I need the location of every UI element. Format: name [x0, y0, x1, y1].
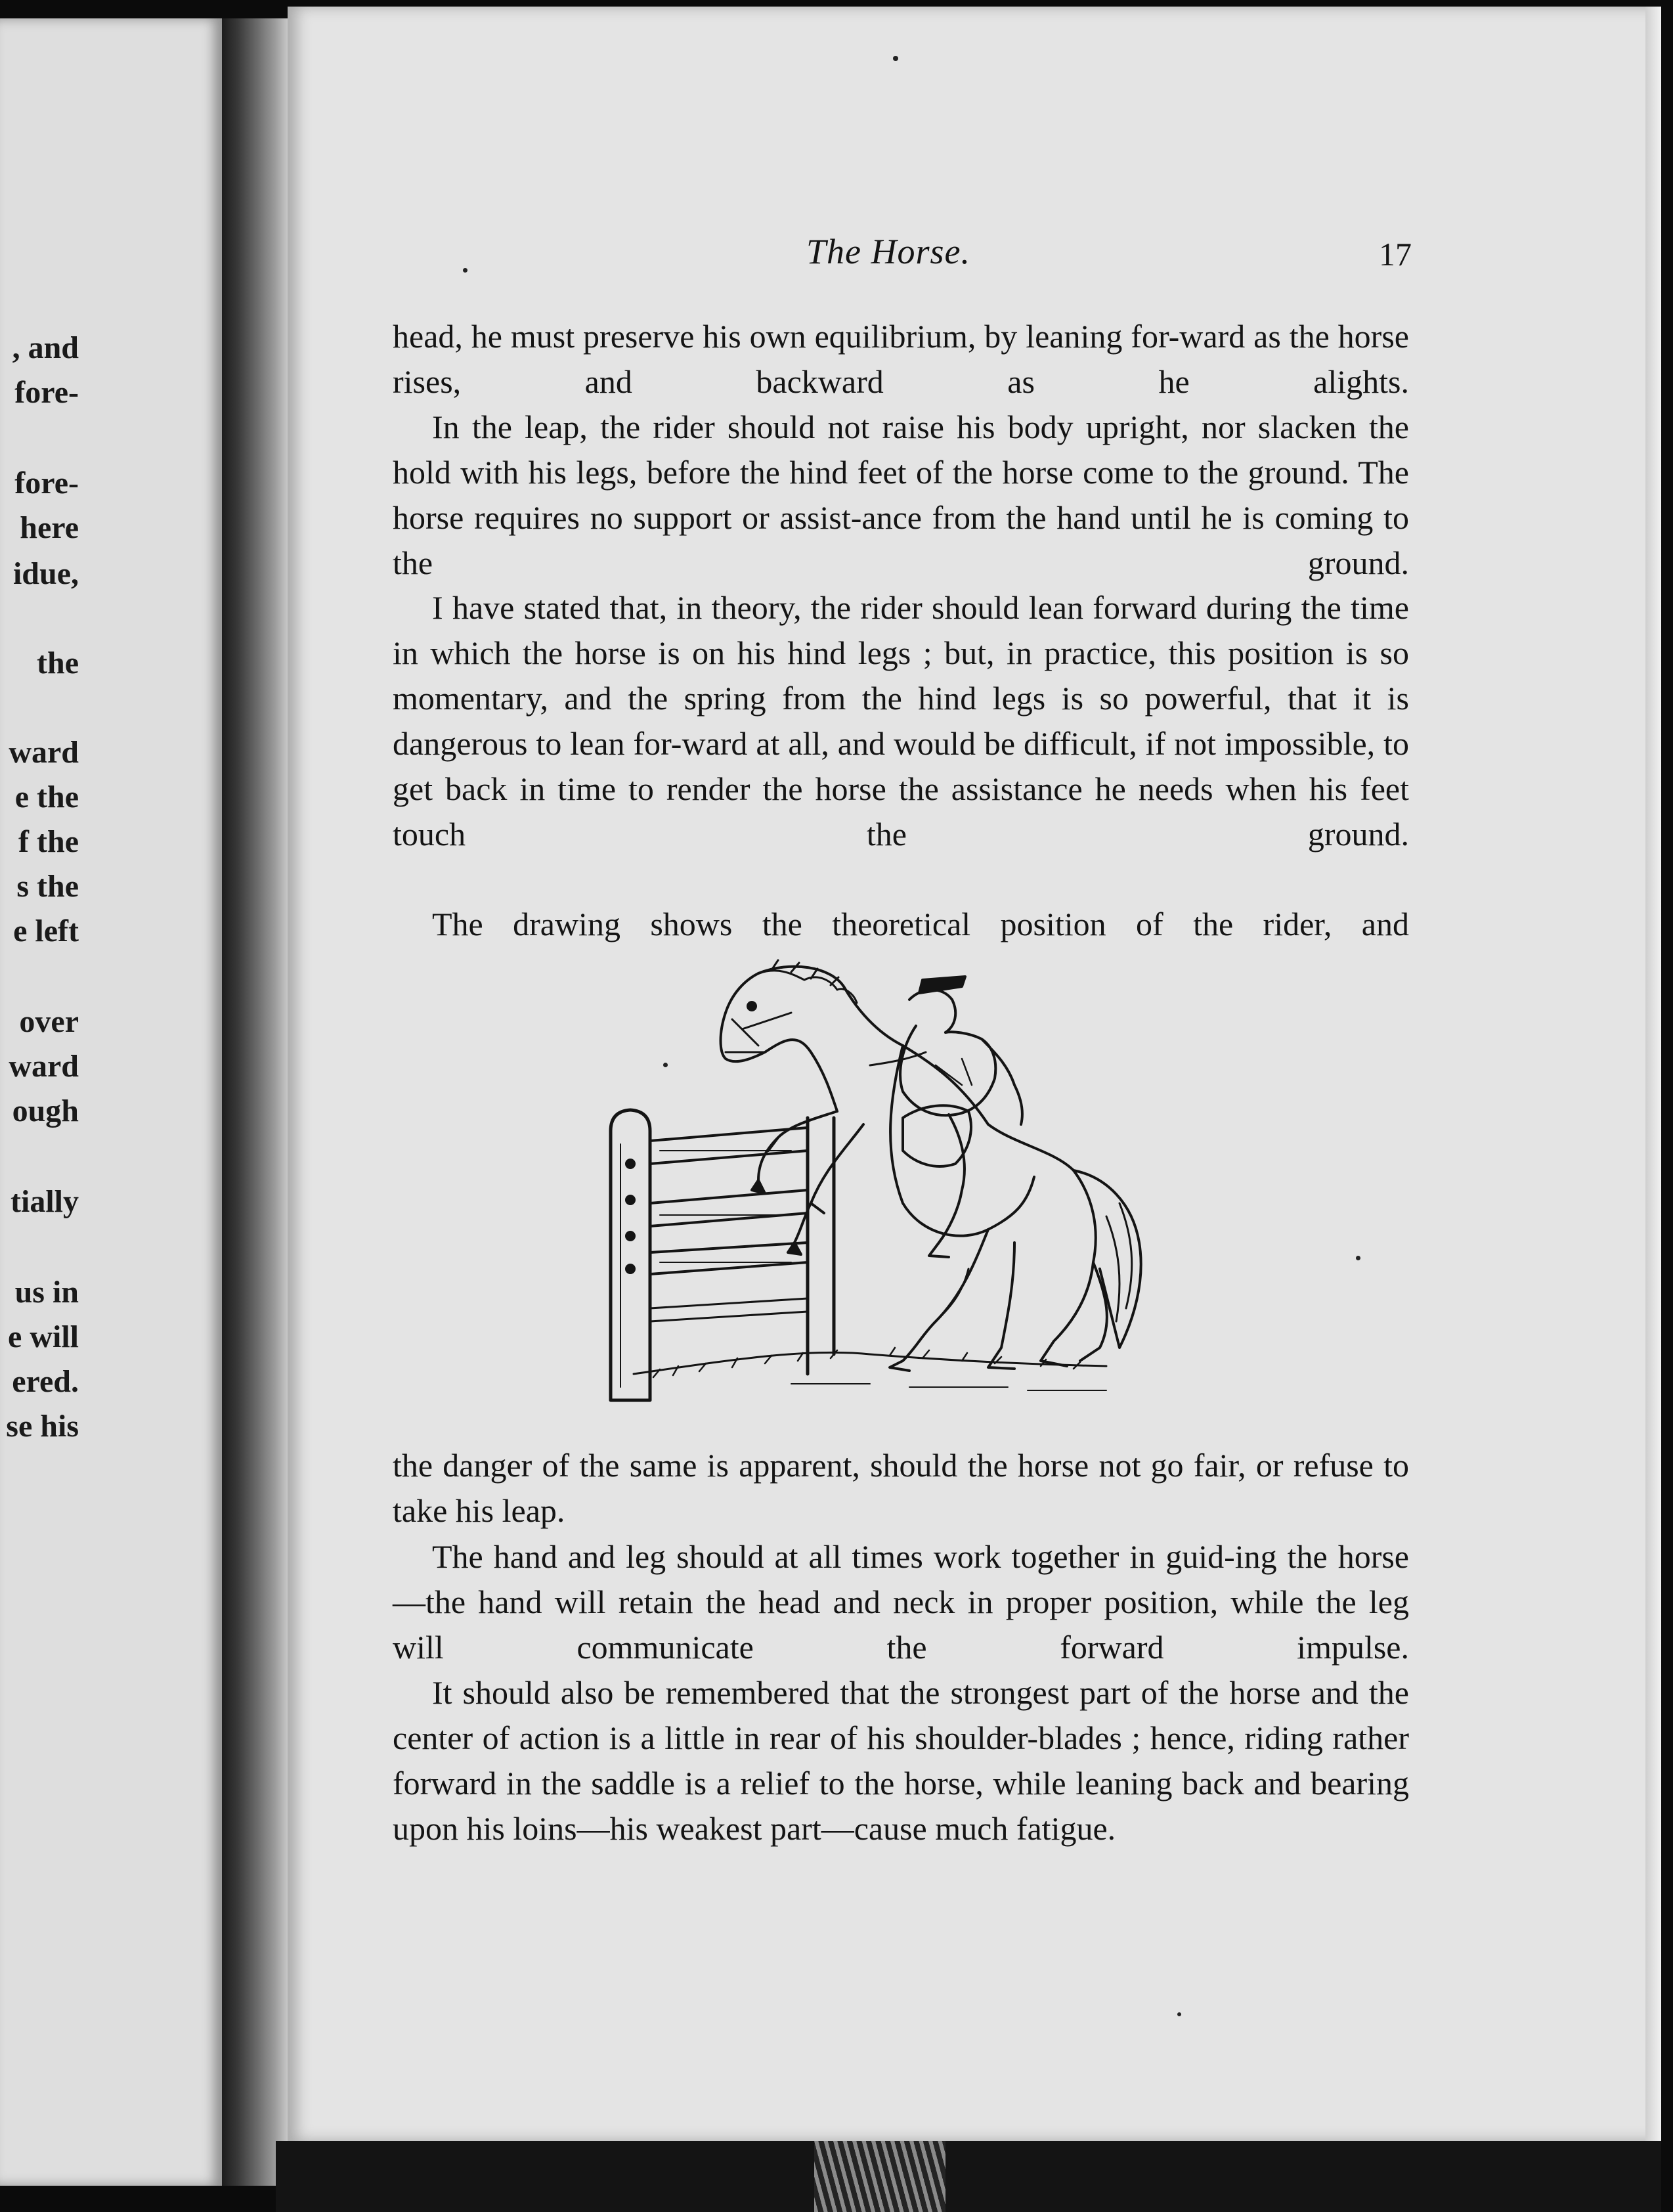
body-paragraph: The drawing shows the theoretical position of the rider, and: [432, 906, 1409, 942]
left-page-fragment: over: [19, 1004, 79, 1039]
left-facing-page: [0, 18, 222, 2186]
page-number: 17: [1379, 236, 1412, 273]
book-gutter: [222, 18, 288, 2186]
left-page-fragment: fore-: [14, 375, 79, 410]
left-page-fragment: here: [20, 510, 79, 545]
body-paragraph: the danger of the same is apparent, should the horse not go fair, or refuse to take his leap.: [393, 1447, 1409, 1529]
left-page-fragment: ward: [9, 1049, 79, 1084]
left-page-fragment: ered.: [12, 1364, 79, 1399]
left-page-fragment: idue,: [12, 556, 79, 591]
left-page-fragment: fore-: [14, 466, 79, 500]
left-page-fragment: us in: [14, 1275, 79, 1310]
left-page-fragment: e the: [14, 780, 79, 814]
left-page-fragment: ward: [9, 735, 79, 770]
left-page-fragment: the: [37, 646, 79, 680]
left-page-fragment: f the: [18, 824, 79, 859]
left-page-fragment: se his: [6, 1409, 79, 1444]
body-paragraph: The hand and leg should at all times work together in guid-ing the horse—the hand will retain the head and neck in proper position, while the leg will communicate the forward impulse.: [393, 1538, 1409, 1666]
scan-speck: [893, 56, 898, 61]
left-page-fragment: e left: [13, 914, 79, 948]
left-page-fragment: , and: [12, 330, 79, 365]
scan-speck: [1177, 2012, 1181, 2016]
body-paragraph: head, he must preserve his own equilibrium, by leaning for-ward as the horse rises, and backward as he alights.: [393, 318, 1409, 400]
body-paragraph: I have stated that, in theory, the rider should lean forward during the time in which the horse is on his hind legs ; but, in practice, this position is so momentary, and the spring from the hind legs is so powerful, that it is dangerous to lean for-ward at all, and would be difficult, if not impossible, to get back in time to render the horse the assistance he needs when his feet touch the ground.: [393, 589, 1409, 852]
left-page-fragment: tially: [11, 1184, 79, 1219]
running-head: The Horse.: [806, 232, 970, 271]
scan-speck: [1356, 1256, 1360, 1260]
left-page-fragment: ough: [12, 1094, 79, 1128]
body-paragraph: It should also be remembered that the strongest part of the horse and the center of action is a little in rear of his shoulder-blades ; hence, riding rather forward in the saddle is a relief to the horse, while leaning back and bearing upon his loins—his weakest part—cause much fatigue.: [393, 1674, 1409, 1847]
left-page-fragment: e will: [8, 1319, 79, 1354]
scan-bottom-edge: [276, 2141, 1661, 2212]
scan-speck: [463, 268, 467, 273]
body-paragraph: In the leap, the rider should not raise his body upright, nor slacken the hold with his legs, before the hind feet of the horse come to the ground. The horse requires no support or assist-ance from the hand until he is coming to the ground.: [393, 409, 1409, 581]
left-page-fragment: s the: [16, 869, 79, 904]
torn-edge: [814, 2141, 945, 2212]
horse-jumping-illustration: [594, 954, 1205, 1407]
scan-speck: [663, 1063, 668, 1067]
page-edge: [1645, 7, 1661, 2141]
